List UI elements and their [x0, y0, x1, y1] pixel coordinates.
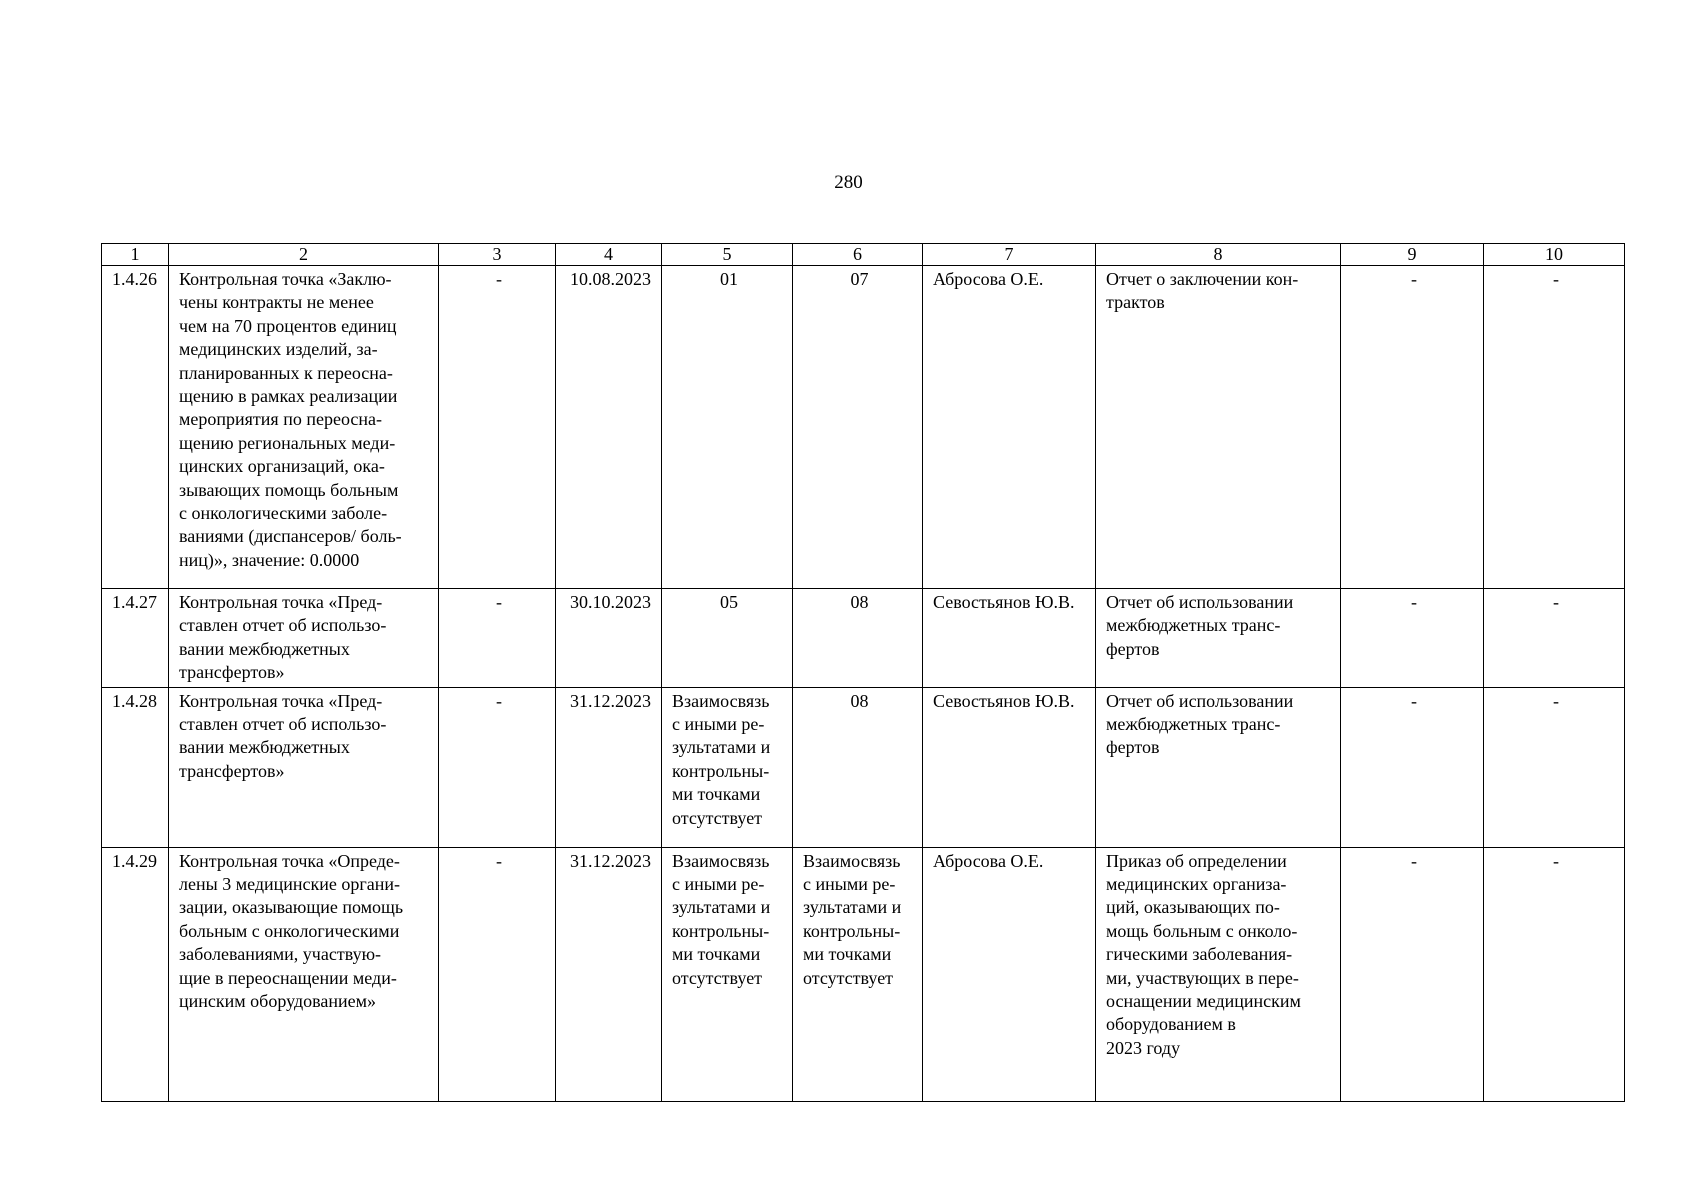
- row-col9: -: [1341, 687, 1484, 847]
- column-header: 9: [1341, 244, 1484, 266]
- row-number: 1.4.29: [102, 847, 169, 1101]
- row-responsible: Абросова О.Е.: [923, 266, 1096, 589]
- row-document: Отчет об использовании межбюджетных транс- фертов: [1096, 687, 1341, 847]
- row-number: 1.4.26: [102, 266, 169, 589]
- row-col5: 05: [662, 589, 793, 688]
- row-description: Контрольная точка «Пред- ставлен отчет об использо- вании межбюджетных трансфертов»: [169, 687, 439, 847]
- header-row: [102, 244, 1625, 266]
- row-col5: Взаимосвязь с иными ре- зультатами и контрольны- ми точками отсутствует: [662, 687, 793, 847]
- row-col10: -: [1484, 687, 1625, 847]
- row-col6: Взаимосвязь с иными ре- зультатами и контрольны- ми точками отсутствует: [793, 847, 923, 1101]
- column-header: 4: [556, 244, 662, 266]
- column-header: 3: [439, 244, 556, 266]
- table-row: [102, 266, 1625, 589]
- column-header: 6: [793, 244, 923, 266]
- row-document: Приказ об определении медицинских организа- ций, оказывающих по- мощь больным с онколо- гическими заболевания- ми, участвующих в пере- оснащении медицинским оборудованием в 2023 году: [1096, 847, 1341, 1101]
- row-col10: -: [1484, 266, 1625, 589]
- row-col9: -: [1341, 589, 1484, 688]
- row-responsible: Севостьянов Ю.В.: [923, 687, 1096, 847]
- row-col3: -: [439, 589, 556, 688]
- row-col5: 01: [662, 266, 793, 589]
- row-col9: -: [1341, 847, 1484, 1101]
- row-description: Контрольная точка «Заклю- чены контракты не менее чем на 70 процентов единиц медицинских изделий, за- планированных к переосна- щению в рамках реализации мероприятия по переосна- щению региональных меди- цинских организаций, ока- зывающих помощь больным с онкологическими заболе- ваниями (диспансеров/ боль- ниц)», значение: 0.0000: [169, 266, 439, 589]
- row-col3: -: [439, 847, 556, 1101]
- row-date: 10.08.2023: [556, 266, 662, 589]
- row-col3: -: [439, 687, 556, 847]
- row-number: 1.4.27: [102, 589, 169, 688]
- row-col6: 07: [793, 266, 923, 589]
- column-header: 5: [662, 244, 793, 266]
- row-number: 1.4.28: [102, 687, 169, 847]
- page-number: 280: [834, 172, 863, 193]
- row-col5: Взаимосвязь с иными ре- зультатами и контрольны- ми точками отсутствует: [662, 847, 793, 1101]
- row-description: Контрольная точка «Опреде- лены 3 медицинские органи- зации, оказывающие помощь больным с онкологическими заболеваниями, участвую- щие в переоснащении меди- цинским оборудованием»: [169, 847, 439, 1101]
- row-col10: -: [1484, 589, 1625, 688]
- row-document: Отчет о заключении кон- трактов: [1096, 266, 1341, 589]
- row-col10: -: [1484, 847, 1625, 1101]
- column-header: 2: [169, 244, 439, 266]
- table-row: [102, 589, 1625, 688]
- row-col6: 08: [793, 589, 923, 688]
- row-col3: -: [439, 266, 556, 589]
- row-date: 31.12.2023: [556, 687, 662, 847]
- row-responsible: Абросова О.Е.: [923, 847, 1096, 1101]
- row-date: 30.10.2023: [556, 589, 662, 688]
- control-points-table: [101, 243, 1625, 1102]
- row-col6: 08: [793, 687, 923, 847]
- table-row: [102, 687, 1625, 847]
- row-responsible: Севостьянов Ю.В.: [923, 589, 1096, 688]
- table-row: [102, 847, 1625, 1101]
- row-col9: -: [1341, 266, 1484, 589]
- column-header: 1: [102, 244, 169, 266]
- column-header: 7: [923, 244, 1096, 266]
- row-date: 31.12.2023: [556, 847, 662, 1101]
- column-header: 10: [1484, 244, 1625, 266]
- row-description: Контрольная точка «Пред- ставлен отчет об использо- вании межбюджетных трансфертов»: [169, 589, 439, 688]
- column-header: 8: [1096, 244, 1341, 266]
- row-document: Отчет об использовании межбюджетных транс- фертов: [1096, 589, 1341, 688]
